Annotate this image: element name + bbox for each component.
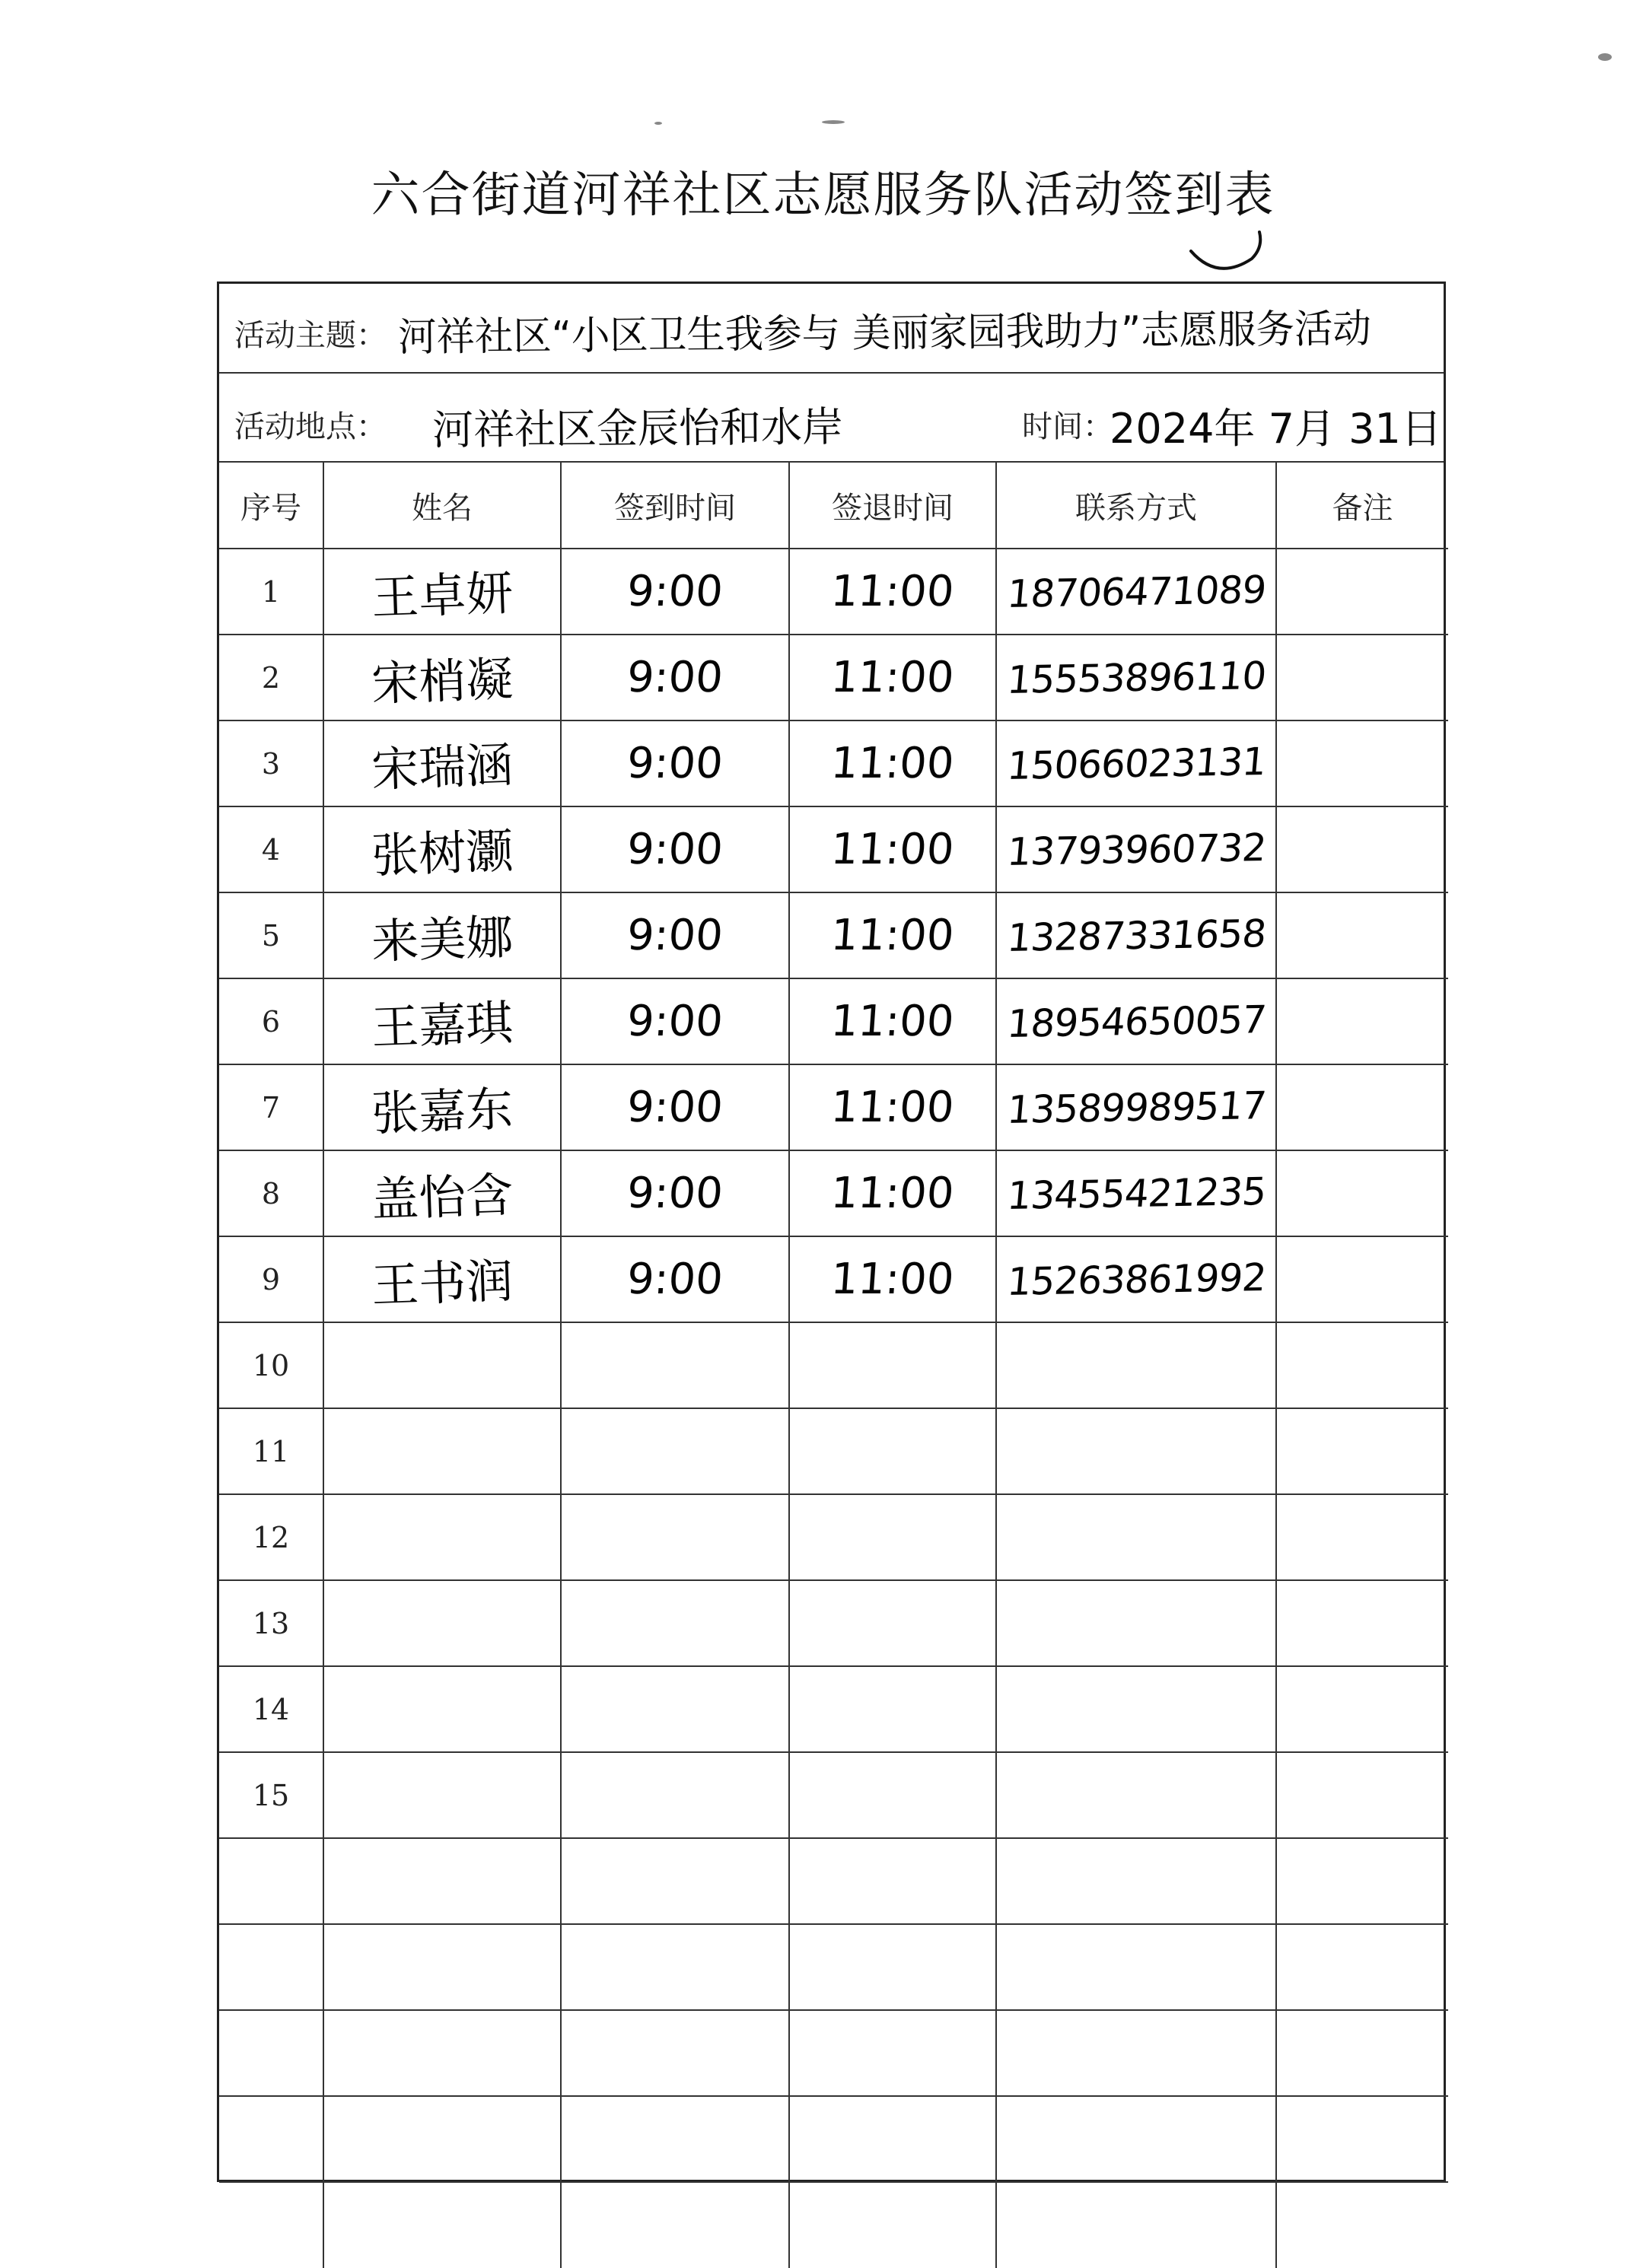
table-row (219, 1408, 1448, 1494)
row-contact-text: 15553896110 (1004, 653, 1268, 702)
row-name-text: 王书润 (370, 1252, 514, 1314)
row-number-text: 2 (261, 660, 281, 695)
row-number-text: 1 (261, 574, 281, 609)
row-sign-out-time (789, 1494, 996, 1580)
scan-speck (1598, 53, 1612, 61)
row-number (219, 635, 323, 720)
row-sign-in-time-text: 9:00 (625, 739, 725, 788)
row-sign-in-time (561, 1322, 789, 1408)
row-sign-in-time (561, 1924, 789, 2010)
row-sign-in-time (561, 1236, 789, 1322)
row-sign-out-time (789, 1580, 996, 1666)
row-number (219, 1322, 323, 1408)
handwritten-check-mark (1187, 228, 1278, 289)
row-note (1276, 2182, 1448, 2268)
row-contact (996, 720, 1276, 806)
row-number-text: 4 (261, 832, 281, 867)
row-sign-in-time-text: 9:00 (625, 825, 725, 874)
row-note (1276, 1924, 1448, 2010)
row-contact (996, 1924, 1276, 2010)
row-number (219, 2182, 323, 2268)
table-row (219, 2182, 1448, 2268)
row-number (219, 1150, 323, 1236)
column-header-contact: 联系方式 (996, 463, 1276, 549)
row-sign-in-time (561, 2182, 789, 2268)
table-row (219, 720, 1448, 806)
row-note (1276, 1666, 1448, 1752)
theme-label: 活动主题： (234, 318, 387, 353)
theme-row (219, 284, 1444, 374)
row-sign-out-time (789, 1924, 996, 2010)
row-name (323, 1494, 561, 1580)
table-row (219, 1752, 1448, 1838)
row-contact (996, 806, 1276, 892)
row-number (219, 549, 323, 635)
row-note (1276, 635, 1448, 720)
row-contact-text: 13589989517 (1004, 1083, 1268, 1132)
row-note (1276, 2096, 1448, 2182)
row-note (1276, 2010, 1448, 2096)
row-sign-in-time-text: 9:00 (625, 567, 725, 616)
row-contact (996, 978, 1276, 1064)
row-sign-out-time (789, 1150, 996, 1236)
row-sign-out-time (789, 720, 996, 806)
row-note (1276, 1064, 1448, 1150)
row-number-text: 11 (252, 1434, 290, 1468)
row-sign-in-time (561, 2096, 789, 2182)
row-sign-out-time-text: 11:00 (829, 1083, 956, 1132)
row-contact (996, 2182, 1276, 2268)
table-row (219, 635, 1448, 720)
row-number (219, 1064, 323, 1150)
attendance-table (219, 463, 1448, 2268)
row-number (219, 1236, 323, 1322)
column-header-no: 序号 (219, 463, 323, 549)
row-name-text: 来美娜 (370, 908, 514, 970)
row-name (323, 1580, 561, 1666)
row-name-text: 宋梢凝 (370, 650, 514, 712)
row-name (323, 1322, 561, 1408)
row-number (219, 1408, 323, 1494)
row-name-text: 张嘉东 (370, 1080, 514, 1142)
row-number (219, 978, 323, 1064)
table-header-row (219, 463, 1448, 549)
row-contact-text: 18706471089 (1004, 567, 1268, 616)
row-name (323, 1408, 561, 1494)
row-contact (996, 1494, 1276, 1580)
row-sign-out-time (789, 978, 996, 1064)
row-contact (996, 2010, 1276, 2096)
row-number (219, 1580, 323, 1666)
table-row (219, 1666, 1448, 1752)
row-name-text: 张树灏 (370, 822, 514, 884)
row-name (323, 635, 561, 720)
place-label: 活动地点： (234, 409, 387, 444)
row-name (323, 1924, 561, 2010)
row-sign-in-time-text: 9:00 (625, 1169, 725, 1218)
row-sign-in-time-text: 9:00 (625, 997, 725, 1046)
row-sign-in-time (561, 892, 789, 978)
sign-in-sheet (217, 282, 1446, 2182)
row-note (1276, 978, 1448, 1064)
table-row (219, 2096, 1448, 2182)
row-contact (996, 1408, 1276, 1494)
row-sign-in-time-text: 9:00 (625, 911, 725, 960)
row-note (1276, 892, 1448, 978)
row-number (219, 1924, 323, 2010)
row-sign-in-time (561, 1838, 789, 1924)
row-sign-in-time (561, 978, 789, 1064)
row-contact (996, 1322, 1276, 1408)
row-contact (996, 1580, 1276, 1666)
row-contact (996, 1666, 1276, 1752)
row-name-text: 宋瑞涵 (370, 736, 514, 798)
row-sign-in-time-text: 9:00 (625, 1083, 725, 1132)
row-number-text: 3 (261, 746, 281, 781)
row-contact (996, 1236, 1276, 1322)
row-name (323, 978, 561, 1064)
row-contact-text: 15263861992 (1004, 1255, 1268, 1304)
row-name (323, 1236, 561, 1322)
scan-speck (654, 122, 662, 125)
row-sign-out-time-text: 11:00 (829, 567, 956, 616)
row-contact-text: 15066023131 (1004, 739, 1268, 788)
row-sign-in-time (561, 1666, 789, 1752)
row-sign-out-time-text: 11:00 (829, 1255, 956, 1304)
row-sign-in-time-text: 9:00 (625, 1255, 725, 1304)
row-sign-out-time (789, 806, 996, 892)
row-number (219, 1666, 323, 1752)
row-number (219, 2010, 323, 2096)
row-sign-out-time (789, 892, 996, 978)
row-sign-out-time-text: 11:00 (829, 911, 956, 960)
row-sign-in-time (561, 1752, 789, 1838)
row-number-text: 8 (261, 1176, 281, 1210)
row-sign-out-time (789, 635, 996, 720)
row-contact (996, 549, 1276, 635)
row-number (219, 1494, 323, 1580)
row-number-text: 15 (252, 1778, 290, 1812)
table-row (219, 549, 1448, 635)
column-header-note: 备注 (1276, 463, 1448, 549)
table-row (219, 2010, 1448, 2096)
row-name (323, 549, 561, 635)
row-sign-out-time (789, 1838, 996, 1924)
row-contact-text: 13793960732 (1004, 825, 1268, 874)
row-number-text: 13 (252, 1606, 290, 1640)
document-title: 六合街道河祥社区志愿服务队活动签到表 (371, 167, 1275, 224)
row-name-text: 王卓妍 (370, 565, 514, 626)
row-name (323, 720, 561, 806)
table-row (219, 1838, 1448, 1924)
table-row (219, 1924, 1448, 2010)
row-number-text: 14 (252, 1692, 290, 1726)
row-name (323, 2010, 561, 2096)
table-row (219, 806, 1448, 892)
row-name (323, 1064, 561, 1150)
row-sign-in-time (561, 1494, 789, 1580)
row-sign-out-time (789, 1322, 996, 1408)
row-sign-in-time (561, 1408, 789, 1494)
row-note (1276, 1408, 1448, 1494)
row-note (1276, 1838, 1448, 1924)
column-header-sign-out: 签退时间 (789, 463, 996, 549)
row-number-text: 7 (261, 1090, 281, 1124)
row-note (1276, 1752, 1448, 1838)
table-row (219, 978, 1448, 1064)
time-value: 2024年 7月 31日 (1110, 405, 1442, 453)
row-number-text: 9 (261, 1262, 281, 1296)
row-note (1276, 1494, 1448, 1580)
row-number-text: 5 (261, 918, 281, 953)
column-header-sign-in: 签到时间 (561, 463, 789, 549)
row-note (1276, 720, 1448, 806)
row-sign-out-time (789, 1408, 996, 1494)
row-contact (996, 1064, 1276, 1150)
row-sign-out-time (789, 1752, 996, 1838)
column-header-name: 姓名 (323, 463, 561, 549)
row-name (323, 1150, 561, 1236)
row-name (323, 806, 561, 892)
row-sign-in-time-text: 9:00 (625, 653, 725, 702)
row-contact-text: 13287331658 (1004, 911, 1268, 960)
row-name (323, 1838, 561, 1924)
time-label: 时间： (1022, 409, 1113, 444)
row-sign-out-time-text: 11:00 (829, 825, 956, 874)
row-sign-in-time (561, 1580, 789, 1666)
table-row (219, 1494, 1448, 1580)
table-row (219, 1064, 1448, 1150)
row-number (219, 720, 323, 806)
table-row (219, 1150, 1448, 1236)
row-sign-out-time-text: 11:00 (829, 997, 956, 1046)
row-note (1276, 1322, 1448, 1408)
row-name (323, 2182, 561, 2268)
row-number-text: 10 (252, 1348, 290, 1382)
place-value: 河祥社区金辰怡和水岸 (431, 402, 844, 454)
place-row (219, 374, 1444, 463)
row-number (219, 1838, 323, 1924)
row-contact-text: 18954650057 (1004, 997, 1268, 1046)
row-note (1276, 806, 1448, 892)
row-sign-out-time-text: 11:00 (829, 1169, 956, 1218)
row-contact (996, 635, 1276, 720)
row-contact (996, 892, 1276, 978)
row-contact (996, 2096, 1276, 2182)
row-sign-in-time (561, 635, 789, 720)
row-sign-out-time (789, 1236, 996, 1322)
row-contact-text: 13455421235 (1004, 1169, 1268, 1218)
row-sign-out-time-text: 11:00 (829, 739, 956, 788)
row-sign-out-time (789, 549, 996, 635)
row-name-text: 盖怡含 (370, 1166, 514, 1228)
row-name (323, 1666, 561, 1752)
row-number-text: 12 (252, 1520, 290, 1554)
row-note (1276, 1150, 1448, 1236)
row-note (1276, 549, 1448, 635)
table-row (219, 892, 1448, 978)
row-number (219, 1752, 323, 1838)
row-sign-out-time (789, 2010, 996, 2096)
row-contact (996, 1752, 1276, 1838)
row-number-text: 6 (261, 1004, 281, 1039)
row-sign-out-time (789, 1666, 996, 1752)
row-sign-out-time-text: 11:00 (829, 653, 956, 702)
table-row (219, 1580, 1448, 1666)
theme-value: 河祥社区“小区卫生我参与 美丽家园我助力”志愿服务活动 (397, 306, 1372, 361)
row-contact (996, 1150, 1276, 1236)
row-sign-out-time (789, 2096, 996, 2182)
row-sign-in-time (561, 1064, 789, 1150)
row-number (219, 892, 323, 978)
row-name (323, 892, 561, 978)
scan-speck (822, 120, 845, 124)
row-name (323, 1752, 561, 1838)
row-sign-out-time (789, 1064, 996, 1150)
table-row (219, 1322, 1448, 1408)
row-note (1276, 1236, 1448, 1322)
row-sign-in-time (561, 720, 789, 806)
row-sign-in-time (561, 806, 789, 892)
row-sign-in-time (561, 2010, 789, 2096)
row-number (219, 806, 323, 892)
row-sign-in-time (561, 1150, 789, 1236)
row-name (323, 2096, 561, 2182)
row-number (219, 2096, 323, 2182)
row-note (1276, 1580, 1448, 1666)
row-name-text: 王嘉琪 (370, 994, 514, 1056)
row-sign-out-time (789, 2182, 996, 2268)
table-row (219, 1236, 1448, 1322)
row-contact (996, 1838, 1276, 1924)
row-sign-in-time (561, 549, 789, 635)
